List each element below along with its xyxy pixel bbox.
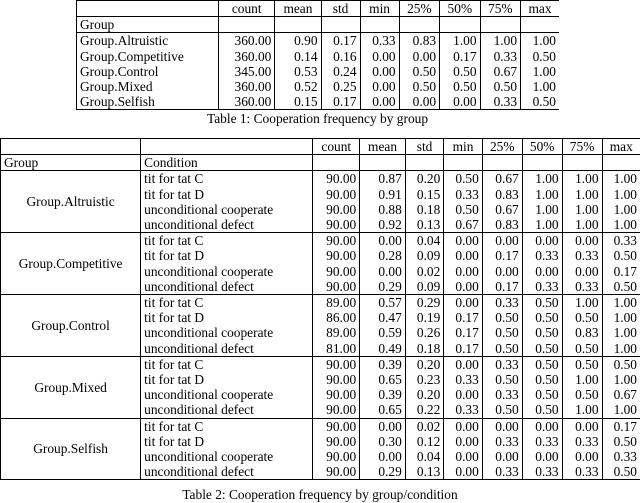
table1-empty-cell: [219, 17, 275, 33]
table1-value-cell: 0.33: [480, 49, 520, 64]
table1-value-cell: 0.00: [440, 94, 480, 110]
table2-value-cell: 0.18: [405, 202, 444, 217]
table2-value-cell: 0.00: [444, 418, 483, 434]
table2-value-cell: 1.00: [562, 202, 602, 217]
table2-value-cell: 1.00: [602, 341, 640, 357]
table1-value-cell: 0.52: [275, 79, 321, 94]
table2-value-cell: 0.00: [444, 434, 483, 449]
table2-value-cell: 0.59: [360, 325, 406, 340]
table1-value-cell: 0.15: [275, 94, 321, 110]
table2-value-cell: 0.00: [360, 418, 406, 434]
table1-value-cell: 0.00: [360, 94, 399, 110]
table1-column-header: mean: [275, 1, 321, 17]
table1-row: [77, 33, 560, 49]
table2-condition-label: unconditional cooperate: [141, 387, 313, 402]
table2-value-cell: 0.33: [444, 402, 483, 418]
table2-value-cell: 0.00: [522, 449, 562, 464]
table2-value-cell: 90.00: [313, 217, 360, 233]
table2-value-cell: 0.50: [613, 433, 637, 449]
table2-column-header: 25%: [482, 139, 522, 155]
table2-column-header: count: [313, 139, 360, 155]
table2-value-cell: 0.13: [405, 217, 444, 233]
table2-value-cell: 1.00: [613, 295, 637, 311]
table2-corner-cell: [1, 139, 141, 155]
table2-value-cell: 0.15: [405, 187, 444, 202]
table1-value-cell: 345.00: [219, 64, 275, 79]
table2-value-cell: 0.50: [562, 310, 602, 325]
table2-empty-cell: [522, 155, 562, 171]
table2-value-cell: 1.00: [602, 402, 640, 418]
table2-value-cell: 90.00: [313, 202, 360, 217]
table2-value-cell: 0.00: [444, 248, 483, 263]
table2-value-cell: 0.33: [522, 464, 562, 480]
table2-value-cell: 0.50: [482, 372, 522, 387]
table2-value-cell: 0.50: [522, 325, 562, 340]
table2-value-cell: 0.00: [562, 418, 602, 434]
table2-value-cell: 0.20: [405, 356, 444, 372]
table2-caption: Table 2: Cooperation frequency by group/condition: [182, 487, 458, 502]
table1-row: [77, 94, 560, 110]
table2-value-cell: 81.00: [313, 341, 360, 357]
table1-value-cell: 1.00: [480, 33, 520, 49]
table1-value-cell: 0.00: [360, 49, 399, 64]
table2-value-cell: 1.00: [613, 186, 637, 202]
table2-group-label: Group.Mixed: [1, 356, 141, 418]
table2-value-cell: 0.00: [444, 264, 483, 279]
table1-value-cell: 0.24: [321, 64, 360, 79]
table1-column-header: 25%: [399, 1, 439, 17]
table1-value-cell: 1.00: [532, 63, 556, 79]
table-group-condition-stats: [0, 138, 640, 480]
table2-condition-label: unconditional cooperate: [141, 449, 313, 464]
table2-value-cell: 89.00: [313, 295, 360, 311]
table-group-stats: [76, 0, 559, 110]
table1-row: [77, 49, 560, 64]
table2-value-cell: 89.00: [313, 325, 360, 340]
table2-value-cell: 0.00: [522, 233, 562, 249]
table1-value-cell: 0.17: [321, 94, 360, 110]
table2-value-cell: 0.00: [562, 264, 602, 279]
table2-value-cell: 0.92: [360, 217, 406, 233]
table2-value-cell: 0.83: [482, 217, 522, 233]
table2-value-cell: 0.50: [562, 356, 602, 372]
table2-value-cell: 1.00: [522, 187, 562, 202]
table2-column-header: 50%: [522, 139, 562, 155]
table2-value-cell: 0.33: [522, 434, 562, 449]
table1-value-cell: 0.50: [480, 79, 520, 94]
table2-row: [1, 356, 640, 372]
table2-condition-label: tit for tat D: [141, 187, 313, 202]
table1-index-header-row: [77, 17, 560, 33]
table2-value-cell: 0.39: [360, 387, 406, 402]
table1-row-label: Group.Control: [77, 64, 219, 79]
table2-column-header: 75%: [562, 139, 602, 155]
table1-column-header: 50%: [440, 1, 480, 17]
table2-value-cell: 0.57: [360, 295, 406, 311]
table2-value-cell: 0.33: [444, 187, 483, 202]
table1-value-cell: 0.33: [360, 33, 399, 49]
table1-caption: Table 1: Cooperation frequency by group: [206, 111, 429, 126]
table2-value-cell: 90.00: [313, 464, 360, 480]
table2-value-cell: 0.20: [405, 171, 444, 187]
table2-value-cell: 0.33: [562, 434, 602, 449]
table2-empty-cell: [405, 155, 444, 171]
table2-value-cell: 0.33: [482, 295, 522, 311]
table1-value-cell: 0.53: [275, 64, 321, 79]
table1-column-header: 75%: [480, 1, 520, 17]
table2-value-cell: 90.00: [313, 171, 360, 187]
table1-empty-cell: [399, 17, 439, 33]
table2-group-label: Group.Competitive: [1, 233, 141, 295]
table2-value-cell: 0.50: [482, 325, 522, 340]
table2-value-cell: 90.00: [313, 434, 360, 449]
table2-value-cell: 90.00: [313, 402, 360, 418]
table2-empty-cell: [313, 155, 360, 171]
table2-value-cell: 1.00: [562, 171, 602, 187]
table2-value-cell: 0.26: [405, 325, 444, 340]
table2-empty-cell: [444, 155, 483, 171]
table2-value-cell: 0.22: [405, 402, 444, 418]
table2-empty-cell: [562, 155, 602, 171]
table2-value-cell: 0.39: [360, 356, 406, 372]
table2-value-cell: 1.00: [562, 217, 602, 233]
table2-value-cell: 0.50: [444, 171, 483, 187]
table2-condition-label: unconditional defect: [141, 279, 313, 295]
table2-row: [1, 171, 640, 187]
table2-value-cell: 0.00: [482, 264, 522, 279]
table2-value-cell: 1.00: [522, 217, 562, 233]
table2-value-cell: 0.20: [405, 387, 444, 402]
table2-condition-label: tit for tat D: [141, 434, 313, 449]
table2-condition-label: unconditional cooperate: [141, 202, 313, 217]
table2-value-cell: 0.00: [444, 356, 483, 372]
table2-value-cell: 1.00: [613, 372, 637, 388]
table2-value-cell: 0.00: [444, 279, 483, 295]
table1-column-header: std: [321, 1, 360, 17]
table1-value-cell: 0.50: [440, 79, 480, 94]
table2-header-row: [1, 139, 640, 155]
table2-value-cell: 1.00: [613, 310, 637, 326]
table2-empty-cell: [482, 155, 522, 171]
table2-value-cell: 0.83: [482, 187, 522, 202]
table2-value-cell: 1.00: [602, 217, 640, 233]
table1-row: [77, 64, 560, 79]
table2-value-cell: 1.00: [562, 372, 602, 387]
table2-value-cell: 1.00: [522, 171, 562, 187]
table2-value-cell: 0.33: [562, 464, 602, 480]
table1-value-cell: 0.17: [440, 49, 480, 64]
table2-value-cell: 90.00: [313, 387, 360, 402]
table2-condition-label: tit for tat C: [141, 418, 313, 434]
table2-condition-label: unconditional defect: [141, 402, 313, 418]
table2-value-cell: 0.50: [522, 295, 562, 311]
table1-value-cell: 0.83: [399, 33, 439, 49]
table2-index-header-group: Group: [1, 155, 141, 171]
table2-value-cell: 1.00: [562, 295, 602, 311]
table2-value-cell: 0.17: [613, 418, 637, 434]
table2-value-cell: 90.00: [313, 449, 360, 464]
table2-value-cell: 0.00: [444, 233, 483, 249]
table2-value-cell: 0.50: [522, 372, 562, 387]
table2-value-cell: 0.00: [444, 449, 483, 464]
table1-header-row: [77, 1, 560, 17]
table2-condition-label: unconditional cooperate: [141, 325, 313, 340]
table2-value-cell: 90.00: [313, 233, 360, 249]
table2-value-cell: 0.65: [360, 372, 406, 387]
table2-value-cell: 0.00: [562, 233, 602, 249]
table1-value-cell: 1.00: [440, 33, 480, 49]
table2-value-cell: 1.00: [613, 171, 637, 187]
table2-value-cell: 0.17: [482, 248, 522, 263]
table1-value-cell: 0.50: [532, 48, 556, 64]
table1-value-cell: 0.50: [521, 94, 559, 110]
table1-value-cell: 360.00: [219, 33, 275, 49]
table2-value-cell: 0.29: [360, 464, 406, 480]
table2-condition-label: tit for tat D: [141, 372, 313, 387]
table2-column-header: max: [602, 139, 640, 155]
table2-value-cell: 0.67: [613, 387, 637, 403]
table2-value-cell: 0.23: [405, 372, 444, 387]
table2-value-cell: 0.17: [444, 341, 483, 357]
table1-value-cell: 0.14: [275, 49, 321, 64]
table2-value-cell: 0.00: [562, 449, 602, 464]
table2-value-cell: 0.87: [360, 171, 406, 187]
table1-empty-cell: [480, 17, 520, 33]
table2-value-cell: 0.67: [444, 217, 483, 233]
table2-value-cell: 0.88: [360, 202, 406, 217]
table2-value-cell: 0.00: [360, 264, 406, 279]
table2-value-cell: 0.04: [405, 233, 444, 249]
table1-value-cell: 0.25: [321, 79, 360, 94]
table2-condition-label: tit for tat C: [141, 233, 313, 249]
table2-condition-label: tit for tat D: [141, 310, 313, 325]
table2-value-cell: 0.17: [482, 279, 522, 295]
table2-value-cell: 0.50: [602, 279, 640, 295]
table2-value-cell: 90.00: [313, 248, 360, 263]
table2-condition-label: unconditional defect: [141, 464, 313, 480]
table2-value-cell: 0.29: [360, 279, 406, 295]
table1-value-cell: 360.00: [219, 49, 275, 64]
table2-value-cell: 0.50: [562, 341, 602, 357]
table2-value-cell: 0.33: [444, 372, 483, 387]
table2-value-cell: 0.50: [562, 387, 602, 402]
table1-value-cell: 1.00: [532, 79, 556, 95]
table1-index-header: Group: [77, 17, 219, 33]
table2-condition-label: tit for tat C: [141, 171, 313, 187]
table2-value-cell: 1.00: [562, 187, 602, 202]
table2-value-cell: 0.91: [360, 187, 406, 202]
table2-value-cell: 1.00: [522, 202, 562, 217]
table1-value-cell: 0.17: [321, 33, 360, 49]
table2-condition-label: tit for tat C: [141, 295, 313, 311]
table2-value-cell: 90.00: [313, 187, 360, 202]
table2-row: [1, 233, 640, 249]
table1-row-label: Group.Competitive: [77, 49, 219, 64]
table2-value-cell: 0.00: [522, 264, 562, 279]
table2-value-cell: 0.17: [613, 263, 637, 279]
table2-value-cell: 0.00: [444, 295, 483, 311]
table1-empty-cell: [321, 17, 360, 33]
table2-value-cell: 90.00: [313, 372, 360, 387]
table2-value-cell: 0.50: [522, 310, 562, 325]
table1-value-cell: 0.00: [360, 79, 399, 94]
table1-value-cell: 0.50: [440, 64, 480, 79]
table2-value-cell: 0.50: [522, 387, 562, 402]
table1-row-label: Group.Selfish: [77, 94, 219, 110]
table2-condition-label: tit for tat C: [141, 356, 313, 372]
table1-corner-cell: [77, 1, 219, 17]
table2-value-cell: 0.02: [405, 418, 444, 434]
table2-value-cell: 0.33: [482, 434, 522, 449]
table1-row-label: Group.Altruistic: [77, 33, 219, 49]
table1-value-cell: 0.50: [399, 79, 439, 94]
table1-row: [77, 79, 560, 94]
table1-empty-cell: [521, 17, 559, 33]
table2-index-header-row: [1, 155, 640, 171]
table2-value-cell: 0.00: [360, 449, 406, 464]
table2-empty-cell: [360, 155, 406, 171]
table2-row: [1, 295, 640, 311]
table1-column-header: max: [521, 1, 559, 17]
table2-column-header: min: [444, 139, 483, 155]
table1-empty-cell: [360, 17, 399, 33]
table2-condition-label: tit for tat D: [141, 248, 313, 263]
table2-value-cell: 0.00: [482, 233, 522, 249]
table2-value-cell: 0.33: [522, 279, 562, 295]
table1-value-cell: 0.33: [480, 94, 520, 110]
table1-empty-cell: [440, 17, 480, 33]
table1-value-cell: 0.50: [399, 64, 439, 79]
table2-value-cell: 0.00: [360, 233, 406, 249]
table2-value-cell: 0.19: [405, 310, 444, 325]
table2-value-cell: 0.28: [360, 248, 406, 263]
table2-value-cell: 1.00: [613, 325, 637, 341]
table1-value-cell: 0.67: [480, 64, 520, 79]
table1-row-label: Group.Mixed: [77, 79, 219, 94]
table2-value-cell: 0.12: [405, 434, 444, 449]
table2-value-cell: 0.30: [360, 434, 406, 449]
table2-value-cell: 90.00: [313, 279, 360, 295]
table2-value-cell: 0.09: [405, 279, 444, 295]
table2-value-cell: 0.50: [602, 464, 640, 480]
table2-condition-label: unconditional defect: [141, 341, 313, 357]
table2-value-cell: 0.67: [482, 202, 522, 217]
table1-value-cell: 0.00: [360, 64, 399, 79]
table2-value-cell: 0.18: [405, 341, 444, 357]
table2-value-cell: 0.50: [613, 356, 637, 372]
table2-empty-cell: [602, 155, 640, 171]
table2-value-cell: 0.00: [444, 464, 483, 480]
table2-value-cell: 0.50: [522, 341, 562, 357]
table2-value-cell: 0.47: [360, 310, 406, 325]
table1-value-cell: 0.16: [321, 49, 360, 64]
table1-empty-cell: [275, 17, 321, 33]
table2-value-cell: 0.50: [482, 402, 522, 418]
table2-group-label: Group.Control: [1, 295, 141, 357]
table2-value-cell: 90.00: [313, 356, 360, 372]
table2-index-header-condition: Condition: [141, 155, 313, 171]
table2-value-cell: 0.17: [444, 325, 483, 340]
table2-value-cell: 0.33: [522, 248, 562, 263]
table1-column-header: count: [219, 1, 275, 17]
table2-value-cell: 0.33: [482, 356, 522, 372]
table2-value-cell: 0.50: [444, 202, 483, 217]
table2-value-cell: 0.00: [444, 387, 483, 402]
table2-group-label: Group.Selfish: [1, 418, 141, 480]
table2-value-cell: 0.33: [562, 279, 602, 295]
table2-value-cell: 0.67: [482, 171, 522, 187]
table2-column-header: std: [405, 139, 444, 155]
table2-value-cell: 0.50: [613, 248, 637, 264]
table1-value-cell: 0.00: [399, 94, 439, 110]
table1-value-cell: 360.00: [219, 94, 275, 110]
table2-value-cell: 0.65: [360, 402, 406, 418]
table2-value-cell: 0.50: [482, 341, 522, 357]
table1-value-cell: 0.00: [399, 49, 439, 64]
table1-column-header: min: [360, 1, 399, 17]
table2-value-cell: 1.00: [562, 402, 602, 418]
table2-value-cell: 0.02: [405, 264, 444, 279]
table1-value-cell: 1.00: [532, 33, 556, 49]
table2-value-cell: 0.50: [482, 310, 522, 325]
table2-value-cell: 0.17: [444, 310, 483, 325]
table2-value-cell: 90.00: [313, 264, 360, 279]
table2-value-cell: 0.33: [613, 233, 637, 249]
table2-value-cell: 0.09: [405, 248, 444, 263]
table2-group-label: Group.Altruistic: [1, 171, 141, 233]
table2-column-header: mean: [360, 139, 406, 155]
table2-value-cell: 0.13: [405, 464, 444, 480]
table2-value-cell: 0.49: [360, 341, 406, 357]
table2-value-cell: 0.83: [562, 325, 602, 340]
table2-value-cell: 1.00: [613, 201, 637, 217]
table1-value-cell: 360.00: [219, 79, 275, 94]
table2-value-cell: 0.29: [405, 295, 444, 311]
table2-value-cell: 0.50: [522, 356, 562, 372]
table2-value-cell: 0.33: [562, 248, 602, 263]
table2-value-cell: 0.04: [405, 449, 444, 464]
table2-value-cell: 0.00: [482, 449, 522, 464]
table2-value-cell: 90.00: [313, 418, 360, 434]
table2-row: [1, 418, 640, 434]
table2-corner-cell: [141, 139, 313, 155]
table2-condition-label: unconditional defect: [141, 217, 313, 233]
table2-value-cell: 0.00: [482, 418, 522, 434]
table2-value-cell: 0.00: [522, 418, 562, 434]
table2-value-cell: 0.33: [482, 464, 522, 480]
table2-value-cell: 0.50: [522, 402, 562, 418]
table2-value-cell: 0.33: [613, 449, 637, 465]
table2-value-cell: 0.33: [482, 387, 522, 402]
table2-value-cell: 86.00: [313, 310, 360, 325]
table2-condition-label: unconditional cooperate: [141, 264, 313, 279]
table1-value-cell: 0.90: [275, 33, 321, 49]
